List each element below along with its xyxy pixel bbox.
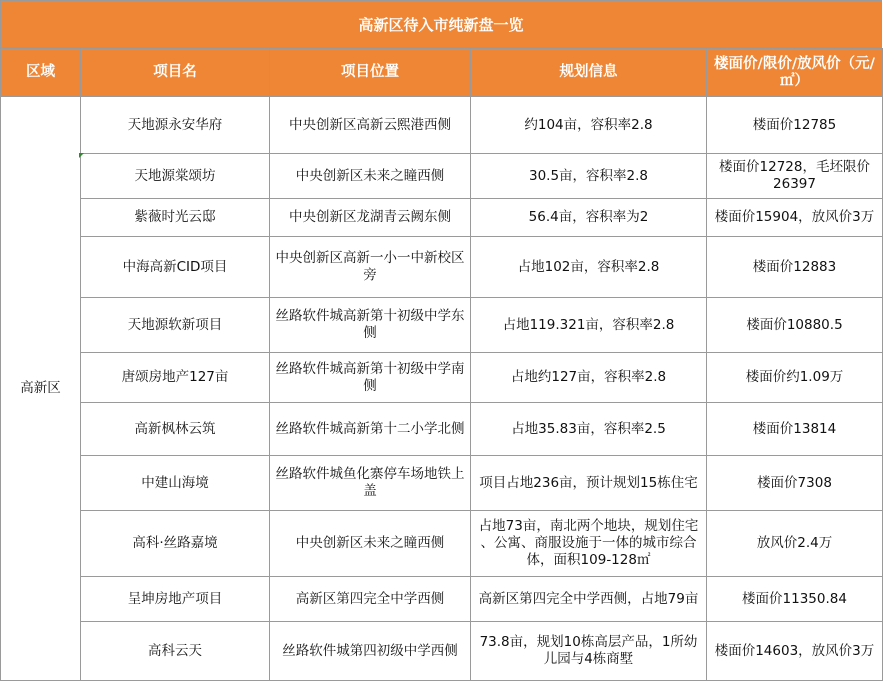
plan-info: 56.4亩，容积率为2 [471,199,707,237]
project-name: 天地源软新项目 [81,298,270,353]
district-cell: 高新区 [1,97,81,681]
table-row [1,622,883,681]
project-name: 中建山海境 [81,456,270,511]
cell-comment-marker [79,153,84,158]
project-location: 中央创新区未来之瞳西侧 [270,154,471,199]
project-location: 中央创新区未来之瞳西侧 [270,511,471,577]
table-row [1,403,883,456]
project-name: 天地源永安华府 [81,97,270,154]
price-info: 放风价2.4万 [707,511,883,577]
header-location: 项目位置 [270,49,471,97]
project-location: 丝路软件城高新第十初级中学东侧 [270,298,471,353]
header-row [1,49,883,97]
plan-info: 占地约127亩，容积率2.8 [471,353,707,403]
price-info: 楼面价12883 [707,237,883,298]
table-row [1,154,883,199]
plan-info: 占地102亩，容积率2.8 [471,237,707,298]
project-name: 呈坤房地产项目 [81,577,270,622]
project-location: 丝路软件城高新第十初级中学南侧 [270,353,471,403]
project-name: 高科云天 [81,622,270,681]
project-location: 丝路软件城鱼化寨停车场地铁上盖 [270,456,471,511]
project-location: 中央创新区高新一小一中新校区旁 [270,237,471,298]
project-location: 中央创新区龙湖青云阙东侧 [270,199,471,237]
project-name: 高新枫林云筑 [81,403,270,456]
table-row [1,456,883,511]
price-info: 楼面价11350.84 [707,577,883,622]
header-name: 项目名 [81,49,270,97]
project-location: 丝路软件城第四初级中学西侧 [270,622,471,681]
table-row [1,298,883,353]
table-row [1,577,883,622]
table-row [1,97,883,154]
project-location: 高新区第四完全中学西侧 [270,577,471,622]
table-row [1,237,883,298]
project-name: 中海高新CID项目 [81,237,270,298]
price-info: 楼面价10880.5 [707,298,883,353]
plan-info: 73.8亩，规划10栋高层产品，1所幼儿园与4栋商墅 [471,622,707,681]
price-info: 楼面价12785 [707,97,883,154]
price-info: 楼面价约1.09万 [707,353,883,403]
plan-info: 30.5亩，容积率2.8 [471,154,707,199]
price-info: 楼面价13814 [707,403,883,456]
table-row [1,199,883,237]
plan-info: 占地119.321亩，容积率2.8 [471,298,707,353]
listing-table [0,48,883,681]
project-location: 丝路软件城高新第十二小学北侧 [270,403,471,456]
table-row [1,511,883,577]
price-info: 楼面价12728，毛坯限价26397 [707,154,883,199]
header-plan: 规划信息 [471,49,707,97]
project-name: 唐颂房地产127亩 [81,353,270,403]
project-name: 天地源棠颂坊 [81,154,270,199]
plan-info: 高新区第四完全中学西侧，占地79亩 [471,577,707,622]
sheet-title: 高新区待入市纯新盘一览 [0,0,882,48]
price-info: 楼面价7308 [707,456,883,511]
header-price: 楼面价/限价/放风价（元/㎡） [707,49,883,97]
plan-info: 占地73亩，南北两个地块，规划住宅 、公寓、商服设施于一体的城市综合 体，面积109-128㎡ [471,511,707,577]
project-name: 紫薇时光云邸 [81,199,270,237]
plan-info: 项目占地236亩，预计规划15栋住宅 [471,456,707,511]
table-row [1,353,883,403]
plan-info: 占地35.83亩，容积率2.5 [471,403,707,456]
header-district: 区域 [1,49,81,97]
plan-info: 约104亩，容积率2.8 [471,97,707,154]
price-info: 楼面价15904，放风价3万 [707,199,883,237]
project-name: 高科·丝路嘉境 [81,511,270,577]
price-info: 楼面价14603，放风价3万 [707,622,883,681]
project-location: 中央创新区高新云熙港西侧 [270,97,471,154]
